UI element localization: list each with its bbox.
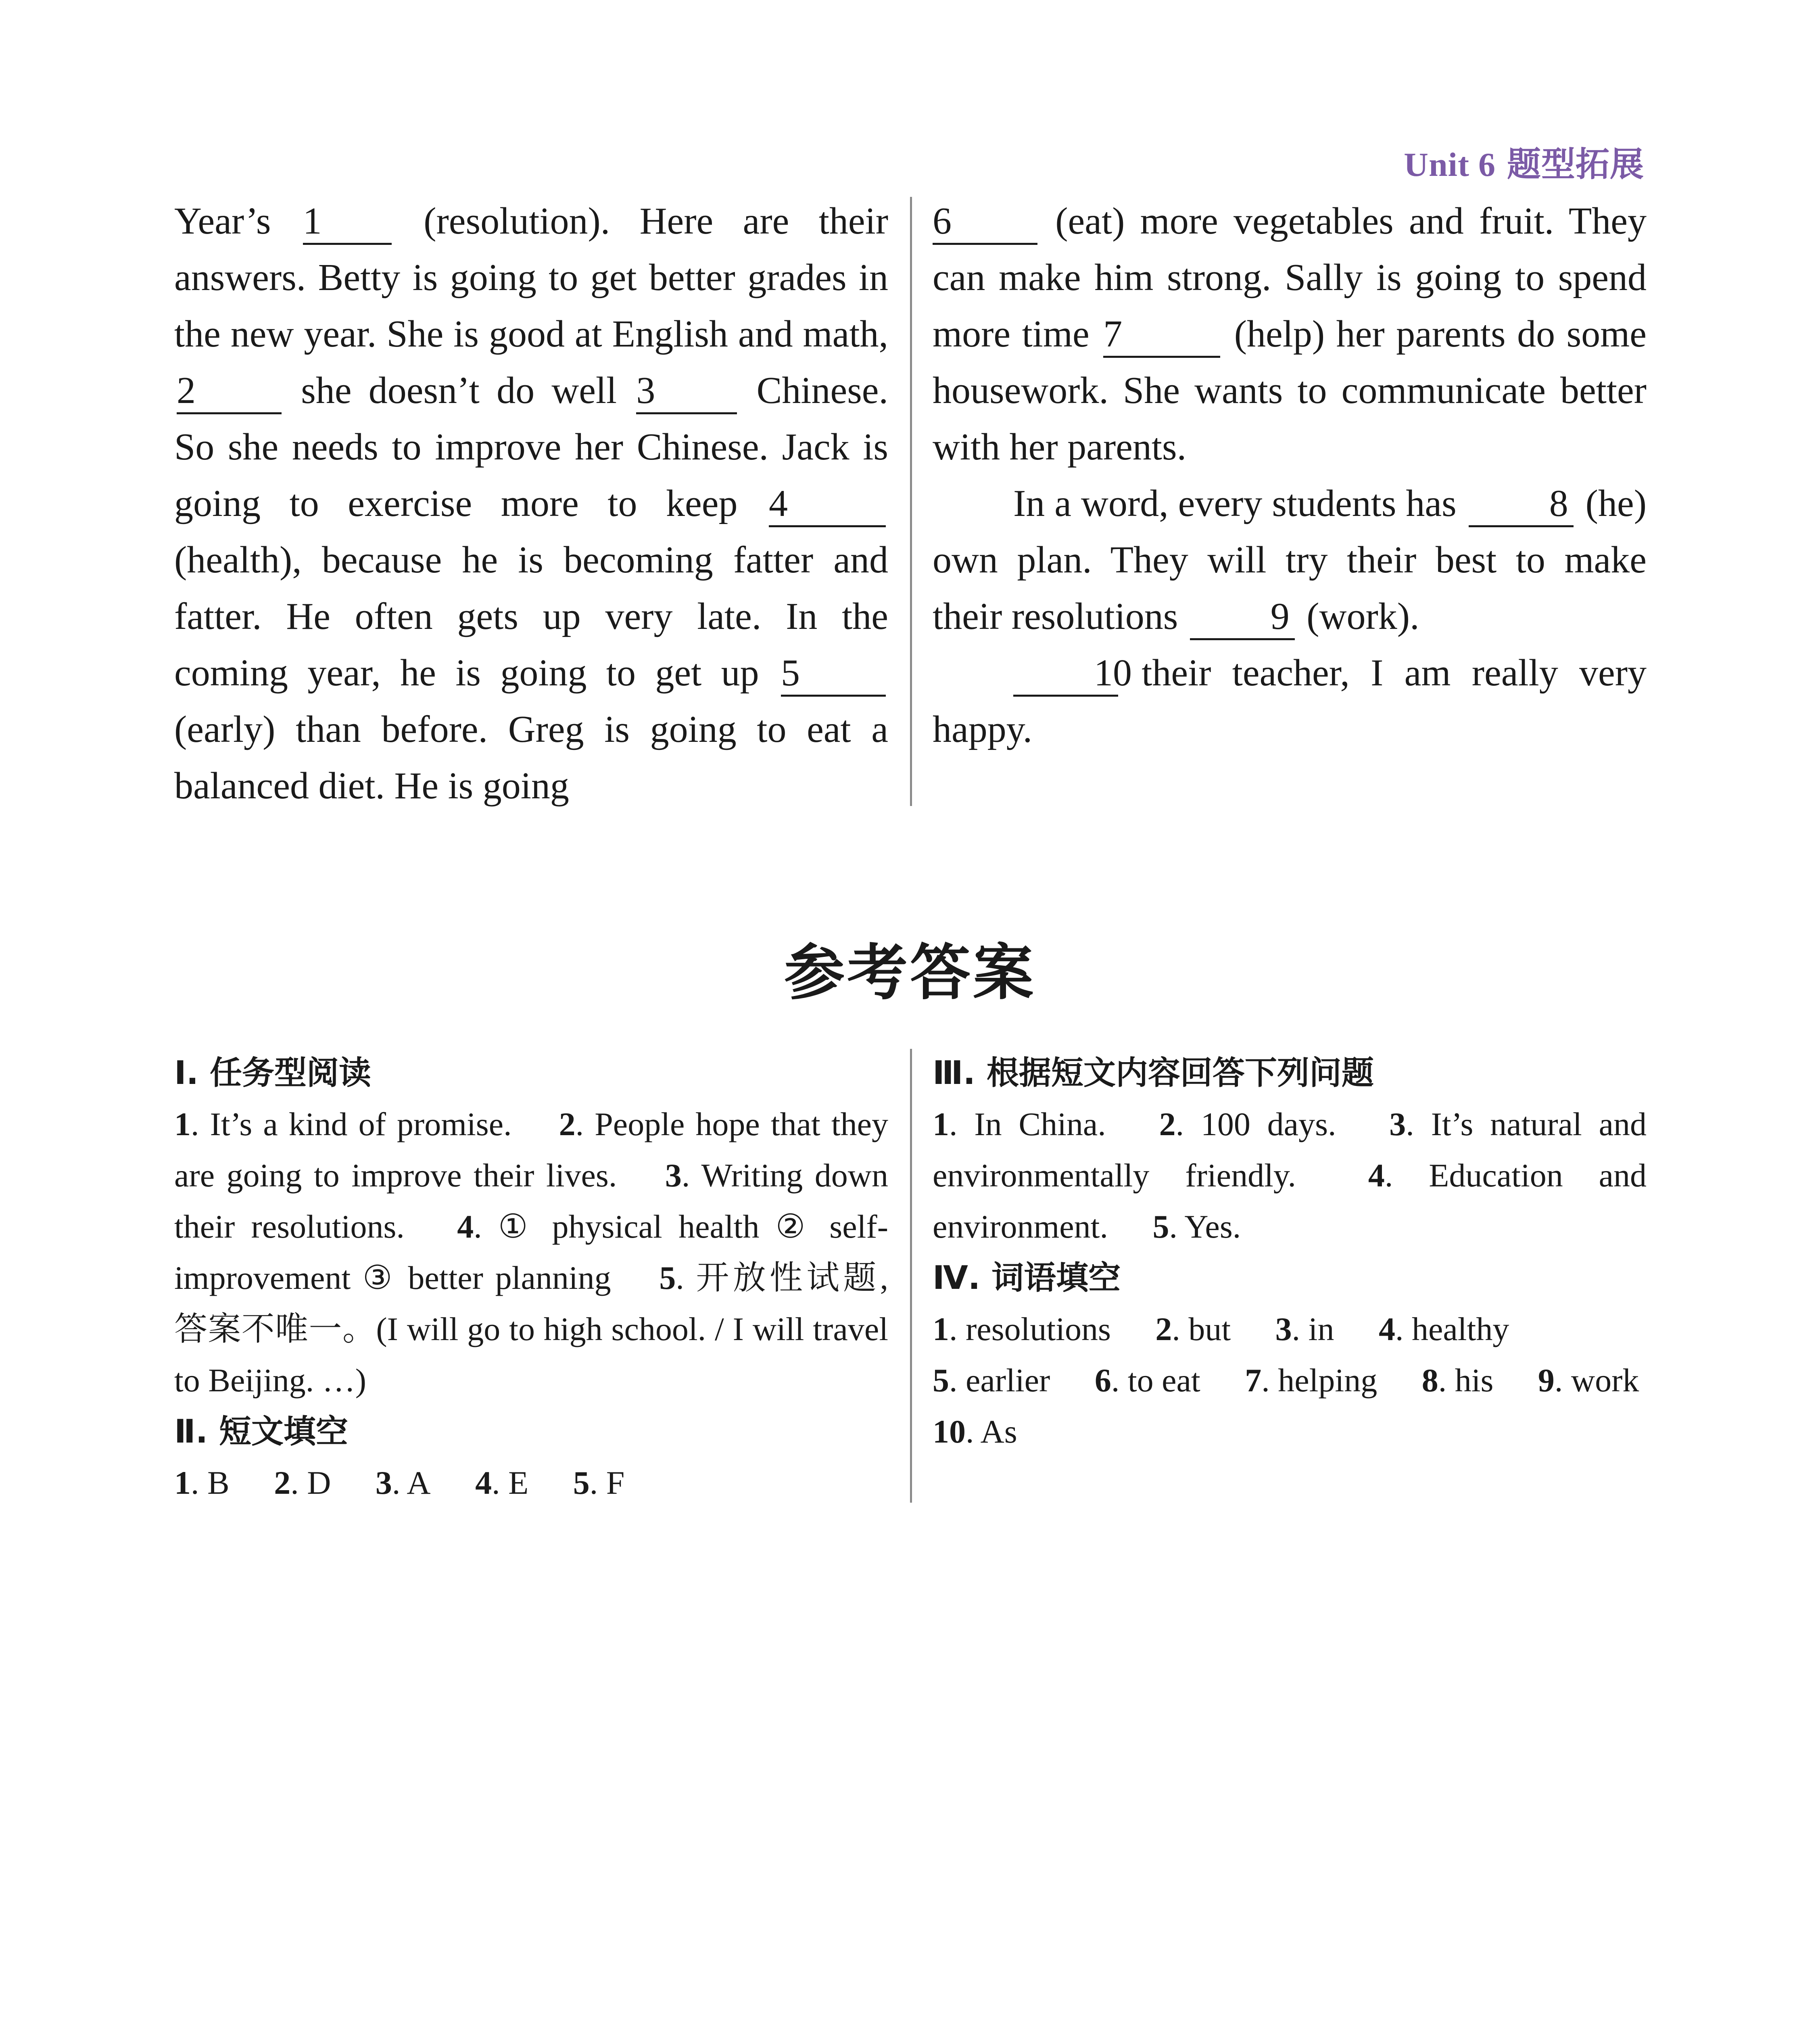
section-2-title: Ⅱ. 短文填空 [174,1413,348,1450]
blank-9: 9 [1190,595,1295,640]
answer-number: 1 [933,1106,949,1142]
section-1-answers [174,1098,888,1406]
answer-text: . earlier [949,1362,1050,1399]
answer-number: 3 [665,1157,682,1194]
passage-text: (help) her parents do some housework. She wants to communicate better with her parents. [933,313,1647,468]
answer-text: . his [1438,1362,1494,1399]
answer-number: 1 [174,1464,191,1501]
column-divider-bottom [910,1049,912,1503]
answer-text: . helping [1261,1362,1378,1399]
answer-text: . A [392,1464,431,1501]
passage-text: (early) than before. Greg is going to eat a balanced diet. He is going [174,708,888,807]
answer-number: 2 [1159,1106,1176,1142]
answer-text: . It’s natural and environmentally friendly. [933,1106,1647,1194]
section-4-answers [933,1303,1647,1457]
passage-paragraph [933,193,1647,475]
answer-text: . healthy [1395,1311,1509,1347]
passage-text: (health), because he is becoming fatter and fatter. He often gets up very late. In the coming year, he is going to get up [174,539,888,694]
blank-8: 8 [1469,482,1574,527]
answer-text: . People hope that they are going to improve their lives. [174,1106,888,1194]
passage-right-column [933,193,1647,758]
column-divider-top [910,197,912,806]
section-3-answers [933,1098,1647,1252]
passage-text: (he) own plan. They will try their best to make their resolutions [933,482,1647,637]
passage-text: (resolution). Here are their answers. Betty is going to get better grades in the new year. She is good at English and math, [174,200,889,355]
answer-text: . but [1172,1311,1231,1347]
blank-6: 6 [933,199,1037,245]
answer-text: . resolutions [949,1311,1111,1347]
unit-label: Unit 6 [1404,146,1496,184]
answer-text: . D [290,1464,331,1501]
answer-number: 5 [659,1259,676,1296]
answer-number: 5 [1152,1208,1169,1245]
passage-paragraph [933,645,1647,758]
passage-text: their teacher, I am really very happy. [933,652,1647,750]
answer-text: . Education and environment. [933,1157,1647,1245]
blank-3: 3 [636,369,737,414]
answer-text: . F [589,1464,625,1501]
passage-paragraph [174,193,888,814]
blank-10: 10 [1013,651,1118,697]
answer-text: . ① physical health ② self-improvement ③ better planning [174,1208,888,1296]
answer-number: 3 [1275,1311,1292,1347]
answer-number: 10 [933,1413,966,1450]
answer-number: 5 [933,1362,949,1399]
answer-number: 4 [1378,1311,1395,1347]
passage-text: Chinese. So she needs to improve her Chinese. Jack is going to exercise more to keep [174,370,888,524]
answer-text: . work [1554,1362,1639,1399]
answer-text: . In China. [949,1106,1106,1142]
blank-2: 2 [177,369,282,414]
answer-text: . It’s a kind of promise. [191,1106,512,1142]
blank-4: 4 [769,482,886,527]
section-3-title: Ⅲ. 根据短文内容回答下列问题 [933,1054,1374,1092]
answer-text: . 100 days. [1175,1106,1336,1142]
answer-text: . 开放性试题, 答案不唯一。(I will go to high school. / I will travel to Beijing. …) [174,1259,888,1399]
passage-text: she doesn’t do well [301,370,617,411]
answer-number: 2 [1155,1311,1172,1347]
answer-number: 5 [573,1464,590,1501]
passage-text: Year’s [174,200,271,242]
answer-text: . Writing down their resolutions. [174,1157,888,1245]
answer-number: 4 [475,1464,492,1501]
passage-paragraph [933,475,1647,645]
passage-text: (eat) more vegetables and fruit. They can make him strong. Sally is going to spend more time [933,200,1647,355]
answer-number: 7 [1245,1362,1262,1399]
answer-text: . B [191,1464,230,1501]
passage-text: In a word, every students has [1013,482,1457,524]
answer-number: 3 [1389,1106,1406,1142]
answer-number: 4 [1368,1157,1385,1194]
answer-text: . E [492,1464,529,1501]
section-1-title: Ⅰ. 任务型阅读 [174,1054,372,1092]
answer-number: 6 [1094,1362,1111,1399]
passage-left-column [174,193,888,814]
section-2-answers [174,1457,888,1508]
page-header [1404,137,1644,186]
answer-text: . Yes. [1169,1208,1241,1245]
answer-number: 4 [457,1208,474,1245]
section-4-title: Ⅳ. 词语填空 [933,1259,1121,1297]
answer-number: 9 [1538,1362,1555,1399]
answers-title: 参考答案 [784,938,1036,1008]
answers-left-column [174,1047,888,1508]
answer-text: . in [1292,1311,1334,1347]
answer-text: . to eat [1111,1362,1200,1399]
answer-number: 1 [174,1106,191,1142]
answer-number: 8 [1421,1362,1438,1399]
blank-7: 7 [1103,312,1220,358]
blank-1: 1 [303,199,392,245]
answer-number: 1 [933,1311,949,1347]
blank-5: 5 [781,651,886,697]
answer-text: . As [966,1413,1017,1450]
answer-number: 2 [559,1106,576,1142]
passage-text: (work). [1307,595,1419,637]
answers-right-column [933,1047,1647,1457]
answer-number: 3 [375,1464,392,1501]
answer-number: 2 [274,1464,291,1501]
section-subtitle: 题型拓展 [1507,144,1644,184]
